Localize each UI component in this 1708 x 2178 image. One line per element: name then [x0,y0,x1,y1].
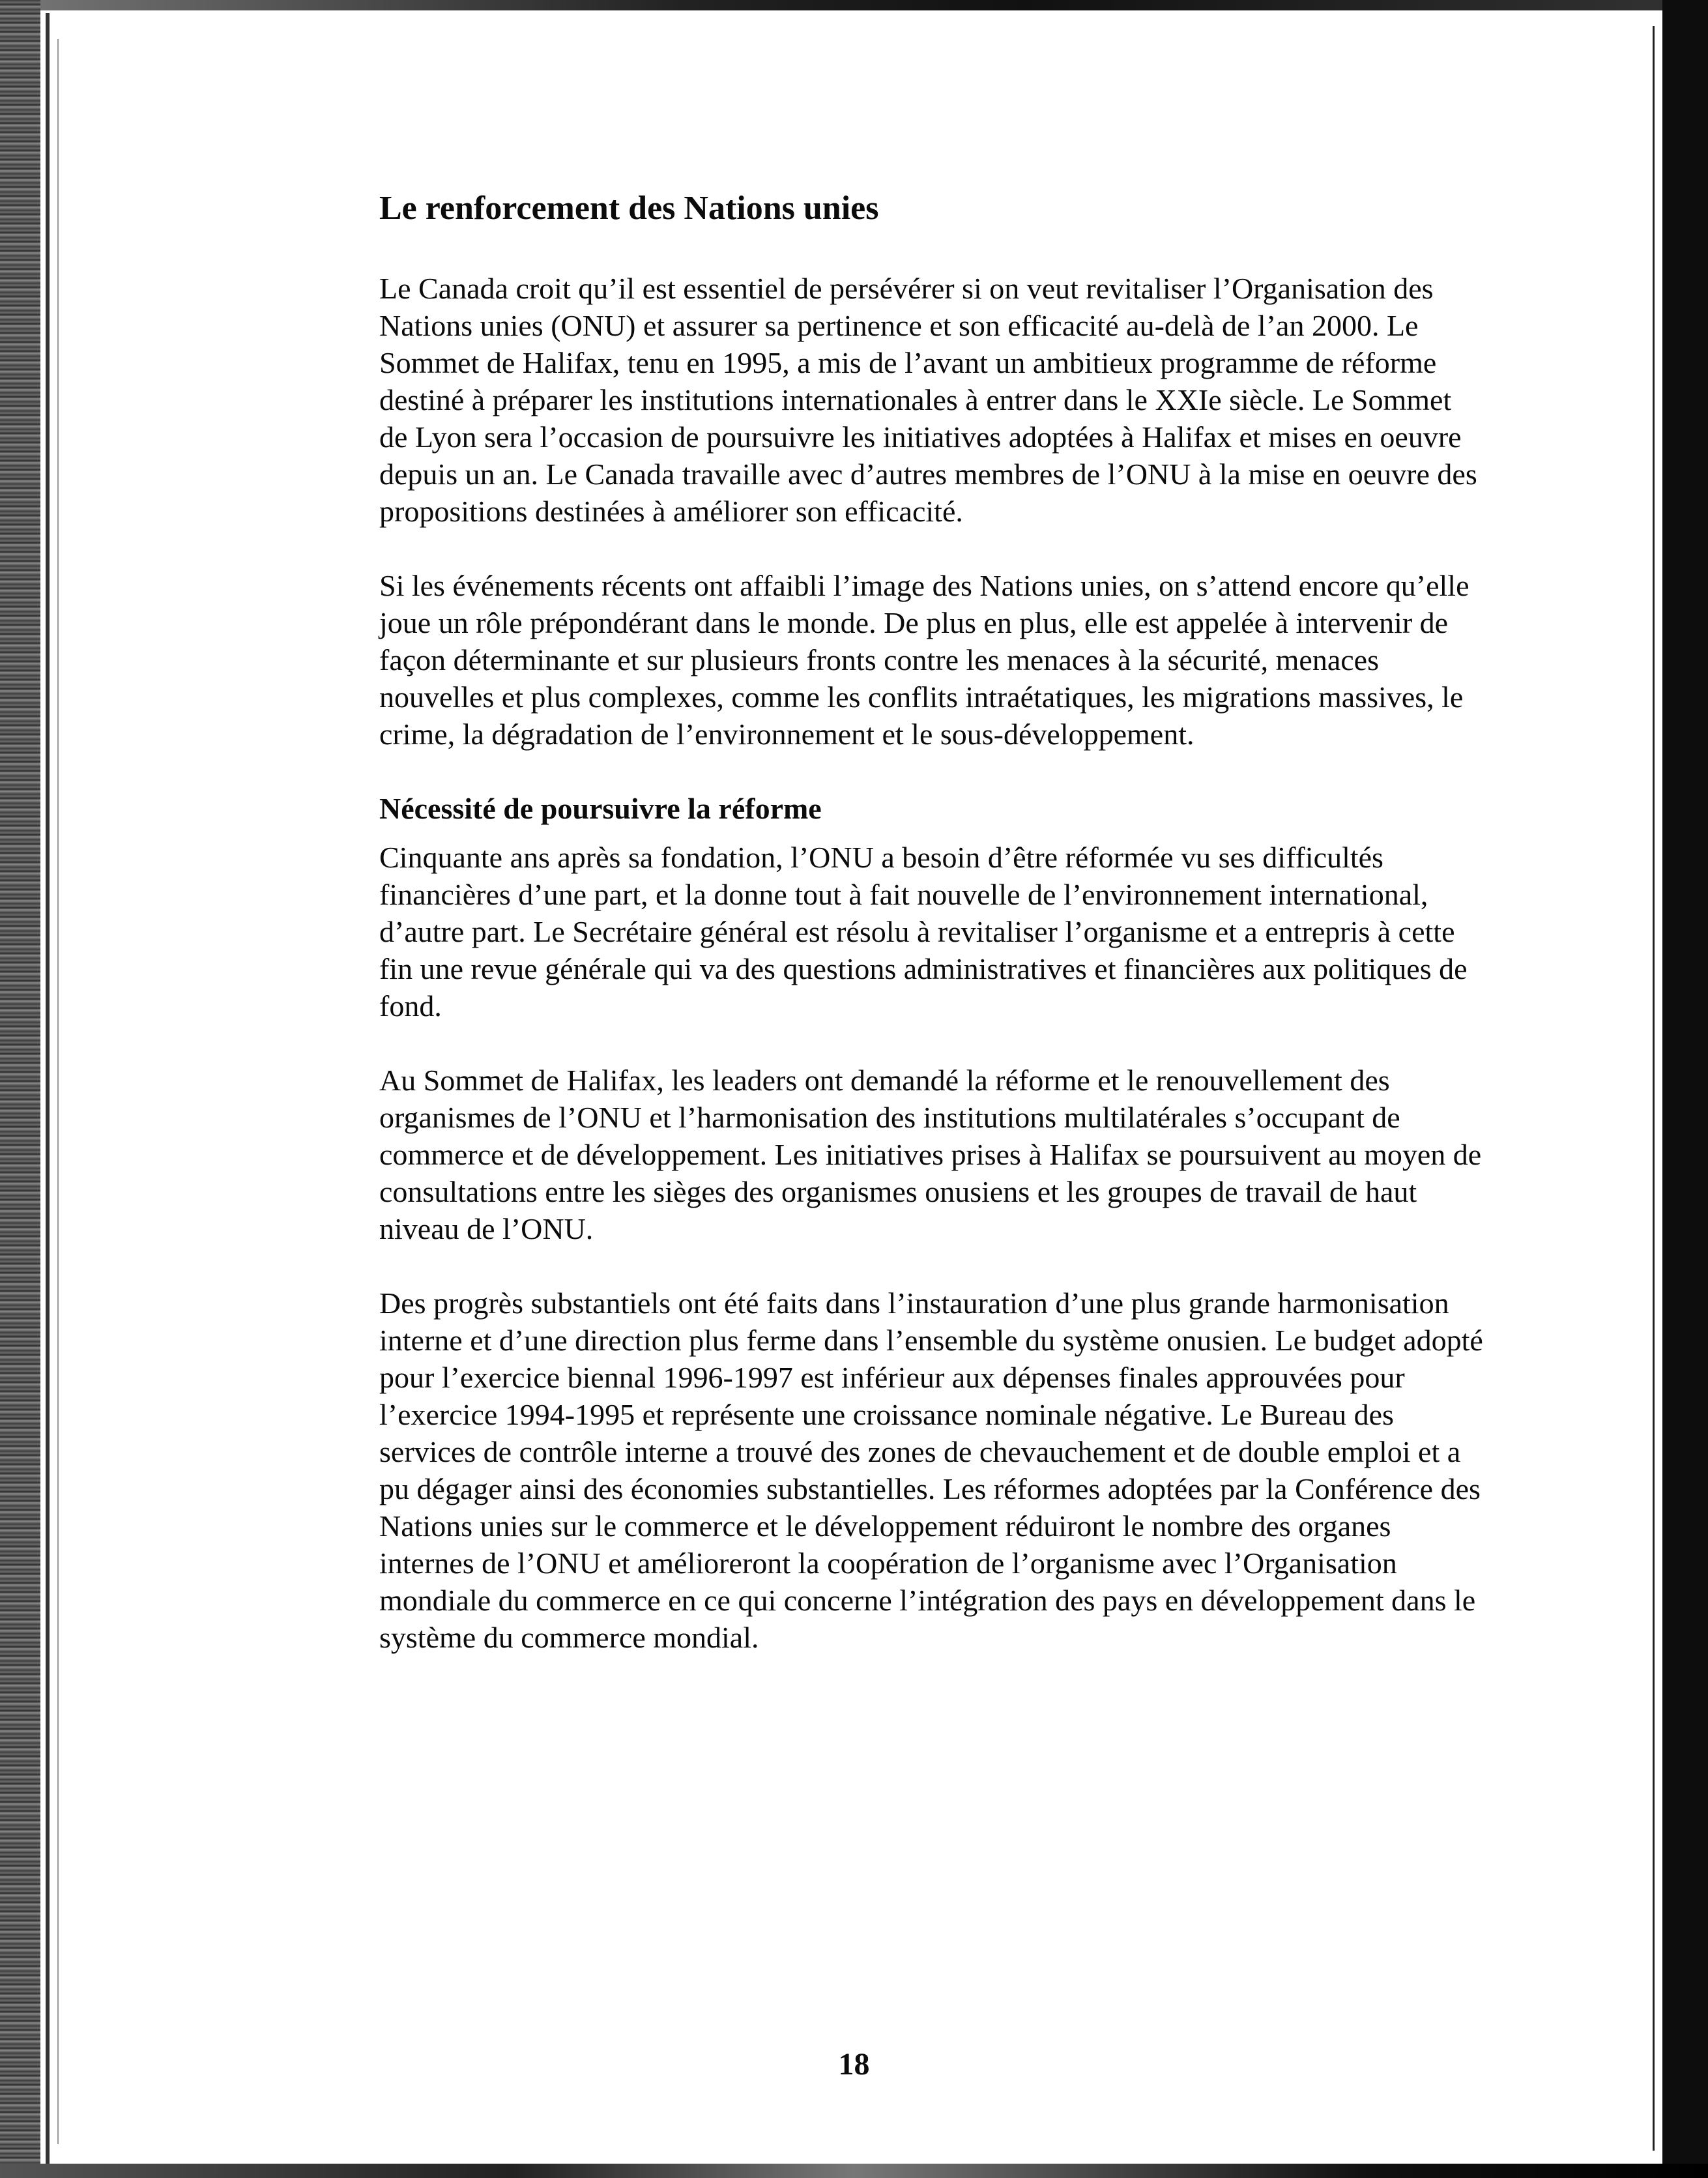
document-body [379,189,1487,1693]
paragraph-reform-3: Des progrès substantiels ont été faits dans l’instauration d’une plus grande harmonisation interne et d’une direction plus ferme dans l’ensemble du système onusien. Le budget adopté pour l’exercice biennal 1996-1997 est inférieur aux dépenses finales approuvées pour l’exercice 1994-1995 et représente une croissance nominale négative. Le Bureau des services de contrôle interne a trouvé des zones de chevauchement et de double emploi et a pu dégager ainsi des économies substantielles. Les réformes adoptées par la Conférence des Nations unies sur le commerce et le développement réduiront le nombre des organes internes de l’ONU et amélioreront la coopération de l’organisme avec l’Organisation mondiale du commerce en ce qui concerne l’intégration des pays en développement dans le système du commerce mondial. [379,1286,1483,1654]
scan-right-edge [1662,0,1708,2178]
paragraph-reform-2: Au Sommet de Halifax, les leaders ont demandé la réforme et le renouvellement des organismes de l’ONU et l’harmonisation des institutions multilatérales s’occupant de commerce et de développement. Les initiatives prises à Halifax se poursuivent au moyen de consultations entre les sièges des organismes onusiens et les groupes de travail de haut niveau de l’ONU. [379,1063,1482,1245]
paragraph-intro-2: Si les événements récents ont affaibli l’image des Nations unies, on s’attend encore qu’elle joue un rôle prépondérant dans le monde. De plus en plus, elle est appelée à intervenir de façon déterminante et sur plusieurs fronts contre les menaces à la sécurité, menaces nouvelles et plus complexes, comme les conflits intraétatiques, les migrations massives, le crime, la dégradation de l’environnement et le sous-développement. [379,568,1469,751]
scan-right-line [1653,26,1655,2151]
section-subheading: Nécessité de poursuivre la réforme [379,791,822,825]
document-title: Le renforcement des Nations unies [379,190,879,227]
scan-left-line [46,13,50,2164]
scan-left-fold-line [57,39,59,2144]
paragraph-intro-1: Le Canada croit qu’il est essentiel de persévérer si on veut revitaliser l’Organisation des Nations unies (ONU) et assurer sa pertinence et son efficacité au-delà de l’an 2000. Le Sommet de Halifax, tenu en 1995, a mis de l’avant un ambitieux programme de réforme destiné à préparer les institutions internationales à entrer dans le XXIe siècle. Le Sommet de Lyon sera l’occasion de poursuivre les initiatives adoptées à Halifax et mises en oeuvre depuis un an. Le Canada travaille avec d’autres membres de l’ONU à la mise en oeuvre des propositions destinées à améliorer son efficacité. [379,271,1477,528]
paragraph-reform-1: Cinquante ans après sa fondation, l’ONU a besoin d’être réformée vu ses difficultés financières d’une part, et la donne tout à fait nouvelle de l’environnement international, d’autre part. Le Secrétaire général est résolu à revitaliser l’organisme et a entrepris à cette fin une revue générale qui va des questions administratives et financières aux politiques de fond. [379,840,1468,1023]
scan-left-edge [0,0,40,2178]
scan-top-border [0,0,1708,10]
scan-bottom-border [0,2164,1708,2178]
page-number: 18 [838,2047,870,2082]
